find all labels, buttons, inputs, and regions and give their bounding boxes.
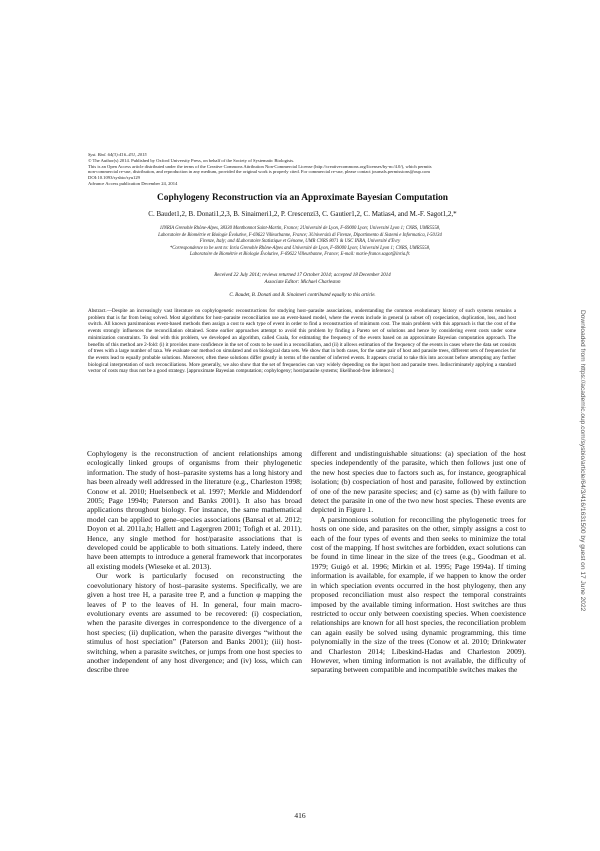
body-column-left bbox=[87, 449, 302, 675]
received-dates: Received 22 July 2014; reviews returned 17 October 2014; accepted 18 December 2014 bbox=[214, 273, 391, 278]
doi-line: DOI:10.1093/sysbio/syu129 bbox=[88, 175, 140, 181]
associate-editor: Associate Editor: Michael Charleston bbox=[264, 279, 341, 285]
affiliation-line: 1INRIA Grenoble Rhône-Alpes, 38330 Montbonnot Saint-Martin, France; 2Université de Lyon, F-69000 Lyon; Université Lyon 1; CNRS, UMR5558, bbox=[159, 226, 441, 231]
affiliations bbox=[90, 226, 510, 259]
body-column-right bbox=[311, 449, 526, 675]
paragraph: Our work is particularly focused on reconstructing the coevolutionary history of host–parasite systems. Specifically, we are given a host tree H, a parasite tree P, and a function φ mapping the leaves of P to the leaves of H. In general, four main macro-evolutionary events are assumed to be recovered: (i) cospeciation, when the parasite diverges in correspondence to the divergence of a host species; (ii) duplication, when the parasite diverges “without the stimulus of host speciation” (Paterson and Banks 2001); (iii) host-switching, when a parasite switches, or jumps from one host species to another independent of any host divergence; and (iv) loss, which can describe three bbox=[87, 571, 302, 675]
abstract: Abstract.—Despite an increasingly vast literature on cophylogenetic reconstructions for studying host–parasite associations, understanding the common evolutionary history of such systems remains a problem that is far from being solved. Most algorithms for host–parasite reconciliation use an event-based model, where the events include in general (a subset of) cospeciation, duplication, loss, and host switch. All known parsimonious event-based methods then assign a cost to each type of event in order to find a reconstruction of minimum cost. The main problem with this approach is that the cost of the events strongly influences the reconciliation obtained. Some earlier approaches attempt to avoid this problem by finding a Pareto set of solutions and hence by considering event costs under some minimization constraints. To deal with this problem, we developed an algorithm, called Coala, for estimating the frequency of the events based on an approximate Bayesian computation approach. The benefits of this method are 2-fold: (i) it provides more confidence in the set of costs to be used in a reconciliation, and (ii) it allows estimation of the frequency of the events in cases where the data set consists of trees with a large number of taxa. We evaluate our method on simulated and on biological data sets. We show that in both cases, for the same pair of host and parasite trees, different sets of frequencies for the events lead to equally probable solutions. Moreover, often these solutions differ greatly in terms of the number of inferred events. It appears crucial to take this into account before attempting any further biological interpretation of such reconciliations. More generally, we also show that the set of frequencies can vary widely depending on the input host and parasite trees. Indiscriminately applying a standard vector of costs may thus not be a good strategy. [approximate Bayesian computation; cophylogeny; host/parasite systems; likelihood-free inference.] bbox=[88, 308, 516, 375]
author-list: C. Baudet1,2, B. Donati1,2,3, B. Sinaimeri1,2, P. Crescenzi3, C. Gautier1,2, C. Matias4, and M.-F. Sagot1,2,* bbox=[148, 210, 457, 218]
journal-metadata bbox=[88, 152, 528, 187]
license-line-2: non-commercial re-use, distribution, and reproduction in any medium, provided the original work is properly cited. For commercial re-use, please contact journals.permissions@oup.com bbox=[88, 169, 430, 175]
dates-block bbox=[80, 273, 525, 286]
copyright-line: © The Author(s) 2014. Published by Oxford University Press, on behalf of the Society of Systematic Biologists. bbox=[88, 157, 295, 163]
paragraph: Cophylogeny is the reconstruction of ancient relationships among ecologically linked groups of organisms from their phylogenetic information. The study of host–parasite systems has a long history and has been already well addressed in the literature (e.g., Charleston 1998; Conow et al. 2010; Huelsenbeck et al. 1997; Merkle and Middendorf 2005; Page 1994b; Paterson and Banks 2001). It also has broad applications throughout biology. For instance, the same mathematical model can be applied to gene–species associations (Bansal et al. 2012; Doyon et al. 2011a,b; Hallett and Lagergren 2001; Tofigh et al. 2011). Hence, any single method for host/parasite associations that is developed could be applicable to both situations. Lately indeed, there have been attempts to introduce a general framework that incorporates all existing models (Wieseke et al. 2013). bbox=[87, 449, 302, 571]
advance-access-line: Advance Access publication December 24, 2014 bbox=[88, 180, 178, 186]
paragraph: A parsimonious solution for reconciling the phylogenetic trees for hosts on one side, and parasites on the other, simply assigns a cost to each of the four types of events and then seeks to minimize the total cost of the mapping. If host switches are forbidden, exact solutions can be found in time linear in the size of the trees (e.g., Goodman et al. 1979; Guigó et al. 1996; Mirkin et al. 1995; Page 1994a). If timing information is available, for example, if we happen to know the order in which speciation events occurred in the host phylogeny, then any proposed reconciliation must also respect the temporal constraints imposed by the available timing information. Host switches are thus restricted to occur only between coexisting species. When coexistence relationships are known for all host species, the reconciliation problem can again easily be solved using dynamic programming, this time polynomially in the size of the trees (Conow et al. 2010; Drinkwater and Charleston 2014; Libeskind-Hadas and Charleston 2009). However, when timing information is not available, the difficulty of separating between compatible and incompatible switches makes the bbox=[311, 514, 526, 675]
paper-title: Cophylogeny Reconstruction via an Approximate Bayesian Computation bbox=[157, 193, 448, 203]
journal-citation: Syst. Biol. 64(3):416–431, 2015 bbox=[88, 152, 147, 157]
contribution-note: C. Baudet, B. Donati and B. Sinaimeri contributed equally to this article. bbox=[229, 293, 376, 298]
correspondence-line: *Correspondence to be sent to: Inria Grenoble Rhône-Alpes and Université de Lyon, F-69000 Lyon; Université Lyon 1; CNRS, UMR5558, bbox=[169, 245, 431, 251]
download-watermark bbox=[576, 310, 590, 660]
license-line: This is an Open Access article distributed under the terms of the Creative Commons Attribution Non-Commercial License (http://creativecommons.org/licenses/by-nc/4.0/), which permits bbox=[88, 163, 432, 169]
download-watermark-text: Downloaded from https://academic.oup.com/sysbio/article/64/3/416/1631500 by guest on 17 June 2022 bbox=[579, 310, 586, 612]
page-number: 416 bbox=[294, 811, 306, 820]
affiliation-line: Firenze, Italy; and 4Laboratoire Statistique et Génome, UMR CNRS 8071 & USC INRA, Université d'Evry bbox=[199, 239, 401, 245]
paragraph: different and undistinguishable situations: (a) speciation of the host species independently of the parasite, which then follows just one of the new host species due to factors such as, for instance, geographical isolation; (b) cospeciation of host and parasite, followed by extinction of one of the new parasite species; and (c) same as (b) with failure to detect the parasite in one of the two new host species. These events are depicted in Figure 1. bbox=[311, 449, 526, 515]
affiliation-line: Laboratoire de Biométrie et Biologie Évolutive, F-69622 Villeurbanne, France; 3Università di Firenze, Dipartimento di Sistemi e Informatica, I-50134 bbox=[158, 232, 442, 238]
correspondence-line: Laboratoire de Biométrie et Biologie Évolutive, F-69622 Villeurbanne, France; E-mail: marie-france.sagot@inria.fr. bbox=[189, 252, 411, 258]
